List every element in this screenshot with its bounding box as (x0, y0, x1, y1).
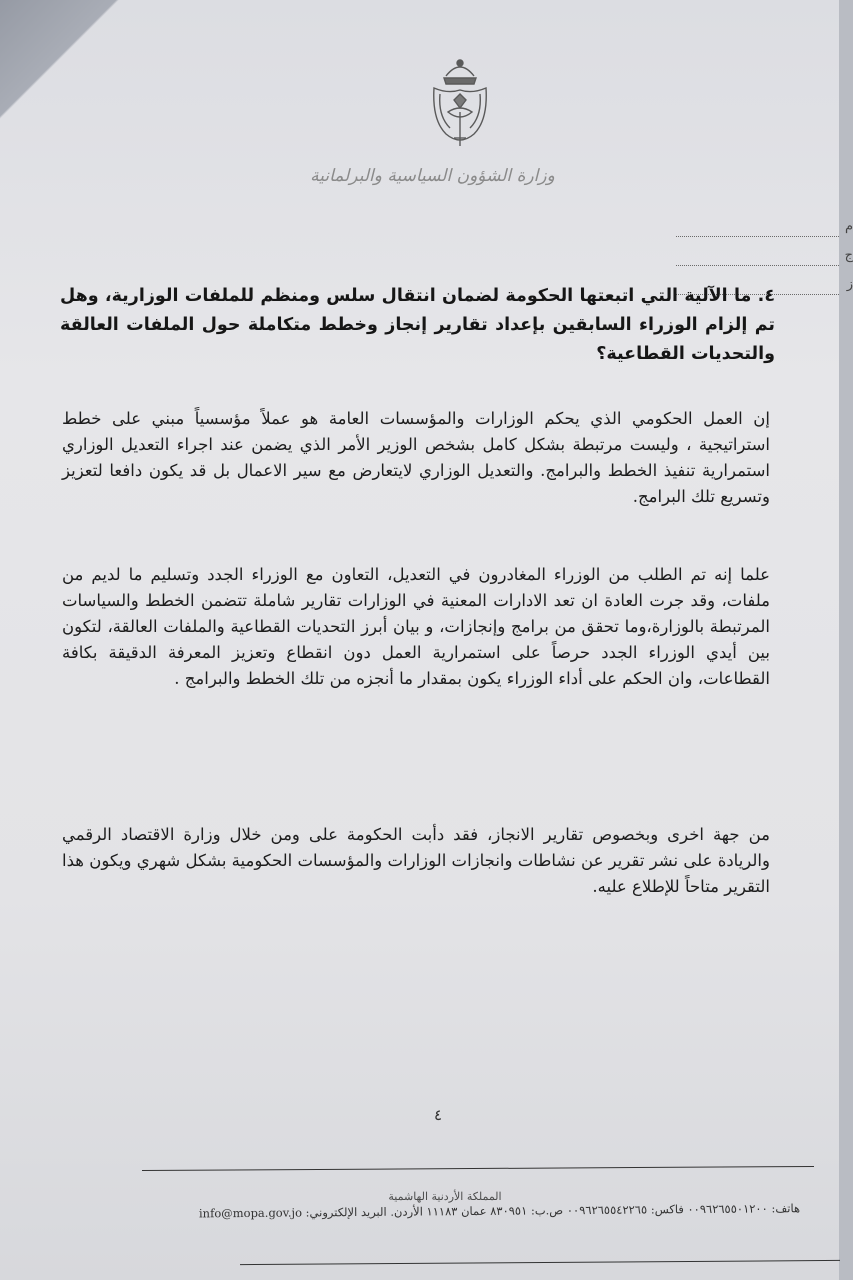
answer-paragraph-2: علما إنه تم الطلب من الوزراء المغادرون في التعديل، التعاون مع الوزراء الجدد وتسليم ما لديم من ملفات، وقد جرت العادة ان تعد الادارات المعنية في الوزارات تقارير شاملة تتضمن الخطط والسياسات المرتبطة بالوزارة،وما تحقق من برامج وإنجازات، و بيان أبرز التحديات القطاعية والملفات العالقة، لتكون بين أيدي الوزراء الجدد حرصاً على استمرارية العمل دون انقطاع وتعزيز المعرفة الدقيقة بكافة القطاعات، وان الحكم على أداء الوزراء يكون بمقدار ما أنجزه من تلك الخطط والبرامج . (62, 565, 770, 688)
ref-line-number (676, 208, 853, 237)
ref-label: ج (844, 248, 853, 263)
footer-contact-text: هاتف: ٠٠٩٦٢٦٥٥٠١٢٠٠ فاكس: ٠٠٩٦٢٦٥٥٤٢٢٦٥ ص.ب: ٨٣٠٩٥١ عمان ١١١٨٣ الأردن. البريد الإلكتروني: (305, 1201, 801, 1220)
royal-crown-emblem-icon (424, 54, 496, 150)
answer-paragraph-3: من جهة اخرى وبخصوص تقارير الانجاز، فقد دأبت الحكومة على ومن خلال وزارة الاقتصاد الرقمي والريادة على نشر تقرير عن نشاطات وانجازات الوزارات والمؤسسات الحكومية بشكل شهري ويكون هذا التقرير متاحاً للإطلاع عليه. (62, 825, 770, 896)
ministry-name: وزارة الشؤون السياسية والبرلمانية (310, 166, 555, 186)
question-heading: ٤. ما الآلية التي اتبعتها الحكومة لضمان انتقال سلس ومنظم للملفات الوزارية، وهل تم إلزام الوزراء السابقين بإعداد تقارير إنجاز وخطط متكاملة حول الملفات العالقة والتحديات القطاعية؟ (60, 286, 775, 364)
page-fold-shadow (0, 0, 120, 120)
ref-label: م (844, 219, 853, 234)
footer-divider-top (142, 1166, 814, 1171)
answer-paragraph-1: إن العمل الحكومي الذي يحكم الوزارات والمؤسسات العامة هو عملاً مؤسسياً مبني على خطط استراتيجية ، وليست مرتبطة بشكل كامل بشخص الوزير الأمر الذي يضمن عند اجراء التعديل الوزاري استمرارية تنفيذ الخطط والبرامج. والتعديل الوزاري لايتعارض مع سير الاعمال بل قد يكون دافعا لتعزيز وتسريع تلك البرامج. (62, 409, 770, 506)
footer-email-link[interactable]: info@mopa.gov.jo (198, 1205, 303, 1221)
footer-contact-line (150, 1201, 800, 1221)
footer-kingdom-name: المملكة الأردنية الهاشمية (388, 1190, 502, 1203)
ref-label: ز (846, 277, 853, 292)
ref-line-date (676, 237, 853, 266)
page-number: ٤ (434, 1106, 443, 1124)
footer-divider-bottom (240, 1260, 840, 1265)
